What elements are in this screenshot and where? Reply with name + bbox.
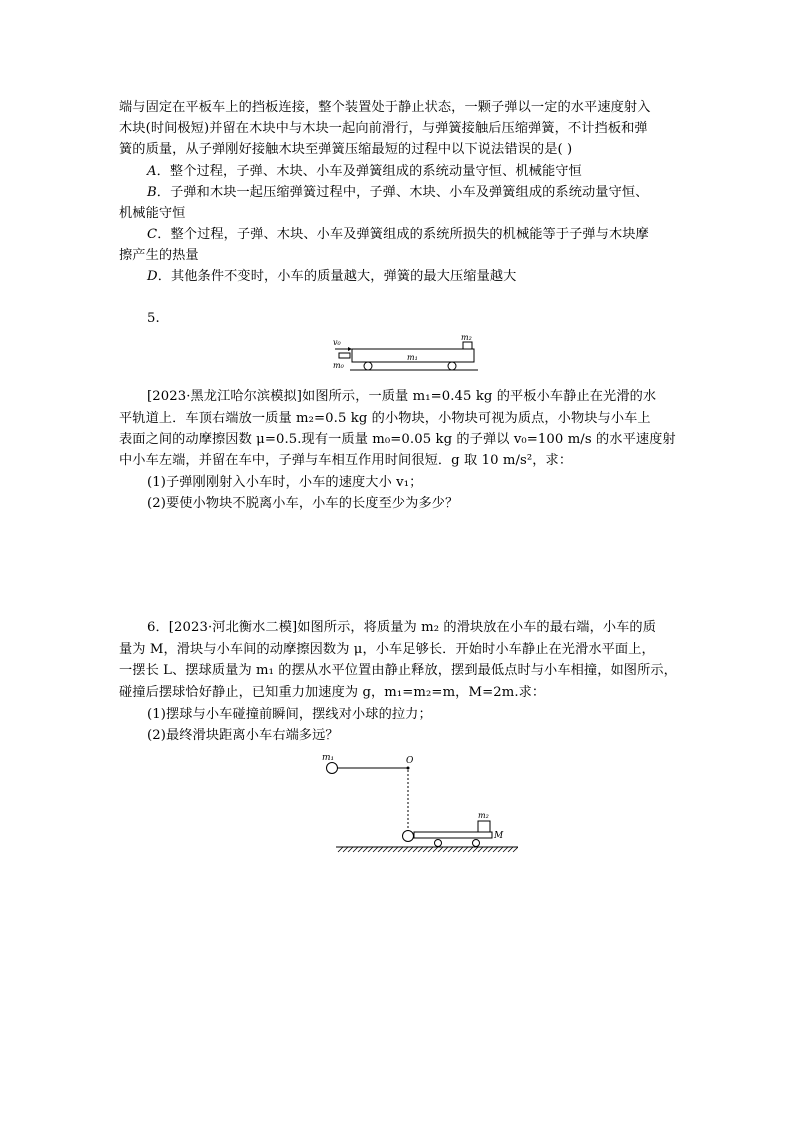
- option-letter: D: [147, 269, 158, 284]
- q5-line-1: [2023·黑龙江哈尔滨模拟]如图所示，一质量 m₁=0.45 kg 的平板小车静止在光滑的水: [147, 389, 657, 404]
- option-letter: A: [147, 164, 157, 179]
- q4-line-1: 端与固定在平板车上的挡板连接，整个装置处于静止状态，一颗子弹以一定的水平速度射入: [119, 100, 651, 115]
- q5-line-2: 平轨道上．车顶右端放一质量 m₂=0.5 kg 的小物块，小物块可视为质点，小物块与小车上: [119, 411, 651, 426]
- label-m1: m₁: [322, 753, 335, 763]
- velocity-arrow-head: [348, 347, 352, 351]
- bullet-m0: [339, 353, 350, 358]
- label-m2: m₂: [478, 811, 489, 820]
- q6-figure: [318, 752, 518, 857]
- q4-option-c-cont: 擦产生的热量: [119, 248, 199, 263]
- cart-wheel-left: [435, 840, 442, 847]
- q4-line-3: 簧的质量，从子弹刚好接触木块至弹簧压缩最短的过程中以下说法错误的是( ): [119, 142, 573, 157]
- ground-hatching: [338, 847, 518, 852]
- q5-line-4: 中小车左端，并留在车中，子弹与车相互作用时间很短．g 取 10 m/s²，求：: [119, 453, 573, 468]
- q6-sub-1: (1)摆球与小车碰撞前瞬间，摆线对小球的拉力；: [147, 707, 432, 722]
- q5-diagram: [330, 332, 480, 376]
- cart-wheel-left: [364, 362, 372, 370]
- q6-line-1: 6．[2023·河北衡水二模]如图所示，将质量为 m₂ 的滑块放在小车的最右端，小车的质: [147, 620, 657, 635]
- q6-line-2: 量为 M，滑块与小车间的动摩擦因数为 μ，小车足够长．开始时小车静止在光滑水平面上，: [119, 642, 655, 657]
- cart-wheel-right: [448, 362, 456, 370]
- block-m2: [463, 342, 472, 349]
- label-m0: m₀: [333, 361, 344, 370]
- label-O: O: [406, 756, 414, 766]
- option-text: ．子弹和木块一起压缩弹簧过程中，子弹、木块、小车及弹簧组成的系统动量守恒、: [156, 185, 649, 200]
- cart-M-body: [414, 832, 492, 838]
- q6-diagram: [318, 752, 518, 857]
- q4-option-b: [147, 183, 648, 203]
- pendulum-ball-bottom: [403, 831, 414, 842]
- option-letter: B: [147, 185, 157, 200]
- q4-option-d: [147, 267, 516, 287]
- option-text: ．整个过程，子弹、木块、小车及弹簧组成的系统所损失的机械能等于子弹与木块摩: [157, 227, 649, 242]
- q5-sub-2: (2)要使小物块不脱离小车，小车的长度至少为多少？: [147, 496, 459, 511]
- label-m1: m₁: [407, 353, 418, 362]
- q6-sub-2: (2)最终滑块距离小车右端多远？: [147, 728, 339, 743]
- q5-figure: [330, 332, 480, 376]
- q4-option-b-cont: 机械能守恒: [119, 206, 186, 221]
- q4-option-a: [147, 162, 582, 182]
- pendulum-ball-start: [327, 763, 338, 774]
- option-text: ．整个过程，子弹、木块、小车及弹簧组成的系统动量守恒、机械能守恒: [156, 164, 582, 179]
- block-m2: [478, 821, 490, 832]
- option-text: ．其他条件不变时，小车的质量越大，弹簧的最大压缩量越大: [157, 269, 517, 284]
- label-M: M: [494, 831, 504, 841]
- q6-line-3: 一摆长 L、摆球质量为 m₁ 的摆从水平位置由静止释放，摆到最低点时与小车相撞，如图所示，: [119, 663, 677, 678]
- q4-line-2: 木块(时间极短)并留在木块中与木块一起向前滑行，与弹簧接触后压缩弹簧，不计挡板和弹: [119, 121, 648, 136]
- label-m2: m₂: [461, 333, 472, 342]
- option-letter: C: [147, 227, 158, 242]
- q5-number: 5.: [147, 311, 160, 326]
- pivot-point: [407, 767, 410, 770]
- q5-sub-1: (1)子弹刚刚射入小车时，小车的速度大小 v₁；: [147, 475, 423, 490]
- q6-line-4: 碰撞后摆球恰好静止，已知重力加速度为 g，m₁=m₂=m，M=2m.求：: [119, 685, 546, 700]
- label-v0: v₀: [333, 338, 341, 347]
- q5-line-3: 表面之间的动摩擦因数 μ=0.5.现有一质量 m₀=0.05 kg 的子弹以 v₀=100 m/s 的水平速度射: [119, 432, 676, 447]
- q4-option-c: [147, 225, 649, 245]
- cart-wheel-right: [473, 840, 480, 847]
